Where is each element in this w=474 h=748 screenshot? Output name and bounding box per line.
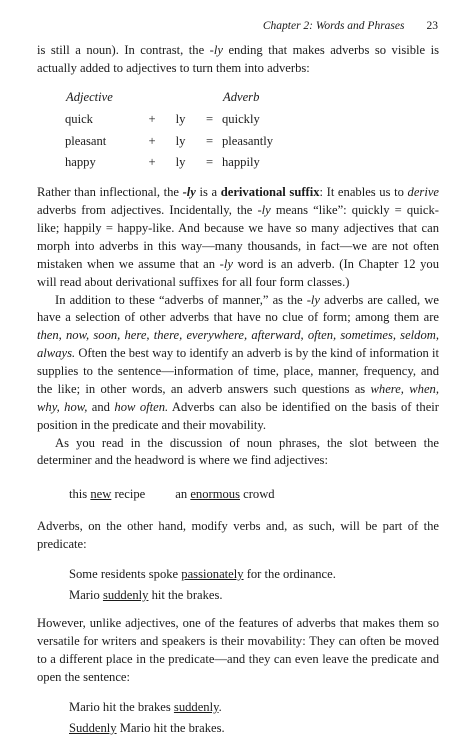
body-text	[37, 42, 439, 748]
adverb-examples	[69, 564, 439, 606]
adjective-examples	[69, 486, 439, 504]
table-header	[65, 88, 273, 109]
paragraph-2: Rather than inflectional, the -ly is a derivational suffix: It enables us to derive adverbs from adjectives. Incidentally, the -ly means “like”: quickly = quick-like; happily = happy-like. And because we have so many adjectives that can morph into adverbs in this way—many thousands, in fact—we are not often mistaken when we assume that an -ly word is an adverb. (In Chapter 12 you will read about derivational suffixes for all four form classes.)	[37, 185, 440, 289]
paragraph-5: Adverbs, on the other hand, modify verbs and, as such, will be part of the predicate:	[37, 519, 439, 551]
table-row: quick + ly = quickly	[65, 111, 260, 126]
paragraph-1: is still a noun). In contrast, the -ly ending that makes adverbs so visible is actually added to adjectives to turn them into adverbs:	[37, 43, 439, 75]
paragraph-3: In addition to these “adverbs of manner,” as the -ly adverbs are called, we have a selection of other adverbs that have no clue of form; among them are then, now, soon, here, there, everywhere, afterward, often, sometimes, seldom, always. Often the best way to identify an adverb is by the kind of information it supplies to the sentence—information of time, place, manner, frequency, and the like; in other words, an adverb answers such questions as where, when, why, how, and how often. Adverbs can also be identified on the basis of their position in the predicate and their movability.	[37, 292, 439, 432]
paragraph-6: However, unlike adjectives, one of the features of adverbs that makes them so versatile for writers and speakers is their movability: They can often be moved to a different place in the predicate—and they can even leave the predicate and open the sentence:	[37, 616, 439, 685]
movability-examples	[69, 697, 439, 739]
table-row: happy + ly = happily	[65, 155, 260, 170]
example-sentence: Some residents spoke passionately for the ordinance.	[69, 566, 336, 581]
adjective-column-header: Adjective	[66, 89, 113, 104]
adjective-adverb-table	[65, 88, 273, 175]
example-item: this new recipe	[69, 487, 146, 502]
paragraph-4: As you read in the discussion of noun phrases, the slot between the determiner and the headword is where we find adjectives:	[37, 435, 439, 468]
example-sentence: Mario hit the brakes suddenly.	[69, 699, 222, 714]
example-sentence: Suddenly Mario hit the brakes.	[69, 720, 225, 735]
running-header	[263, 20, 438, 32]
adverb-column-header: Adverb	[223, 89, 260, 104]
example-sentence: Mario suddenly hit the brakes.	[69, 587, 223, 602]
example-item: an enormous crowd	[175, 487, 275, 502]
key-term: derivational suffix	[220, 185, 320, 200]
table-row: pleasant + ly = pleasantly	[65, 133, 274, 148]
chapter-title: Chapter 2: Words and Phrases	[262, 20, 405, 32]
page-number: 23	[426, 20, 438, 32]
